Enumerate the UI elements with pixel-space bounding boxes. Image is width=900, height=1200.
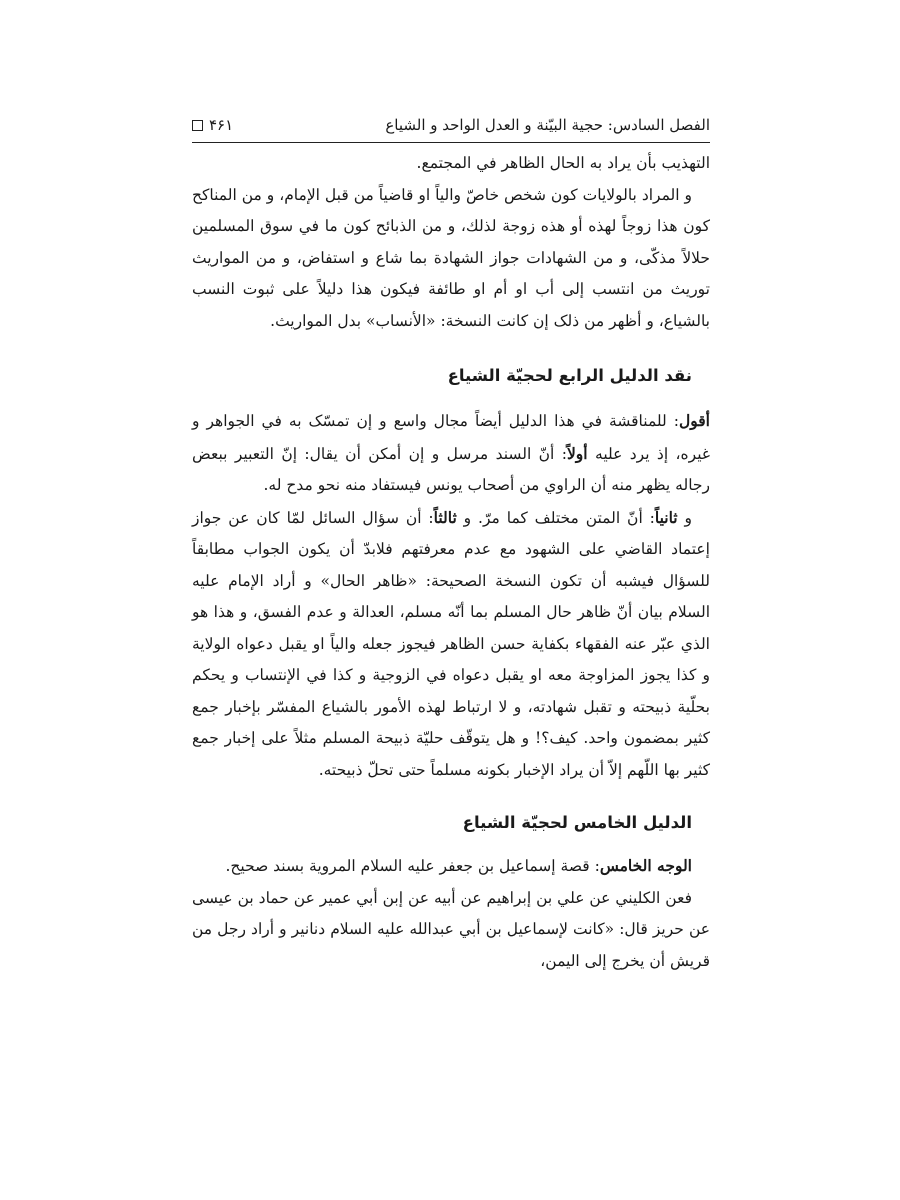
paragraph-3-lead-2: أولاً bbox=[566, 443, 588, 463]
paragraph-4-mid: : أنّ المتن مختلف كما مرّ. و bbox=[456, 508, 655, 527]
paragraph-5-text: : قصة إسماعيل بن جعفر عليه السلام المروية بسند صحيح. bbox=[225, 857, 600, 875]
page-number-text: ۴۶۱ bbox=[209, 116, 234, 134]
page-box-icon bbox=[192, 120, 203, 131]
paragraph-1: التهذيب بأن يراد به الحال الظاهر في المجتمع. bbox=[416, 154, 710, 172]
paragraph-4-rest: : أن سؤال السائل لمّا كان عن جواز إعتماد القاضي على الشهود مع عدم معرفتهم فلابدّ أن يكون الجواب مطابقاً للسؤال فيشبه أن تكون النسخة الصحيحة: «ظاهر الحال» و أراد الإمام عليه السلام بيان أنّ ظاهر حال المسلم بما أنّه مسلم، العدالة و عدم الفسق، و هذا هو الذي عبّر عنه الفقهاء بكفاية حسن الظاهر فيجوز جعله والياً او يقبل دعواه الولاية و كذا يجوز المزاوجة معه او يقبل دعواه في الزوجية و كذا في الإنتساب و يحكم بحلّية ذبيحته و تقبل شهادته، و لا ارتباط لهذه الأمور بالشياع المفسّر بإخبار جمع كثير بمضمون واحد. كيف؟! و هل يتوقّف حليّة ذبيحة المسلم مثلاً على إخبار جمع كثير بها اللّهم إلاّ أن يراد الإخبار بكونه مسلماً حتى تحلّ ذبيحته. bbox=[192, 508, 710, 779]
paragraph-4-lead-2: ثالثاً bbox=[433, 507, 457, 527]
page-number bbox=[192, 116, 233, 134]
paragraph-4-pre: و bbox=[677, 508, 692, 527]
paragraph-3-text: : للمناقشة في هذا الدليل أيضاً مجال واسع و إن تمسّک به في الجواهر و غيره، إذ يرد عليه bbox=[192, 412, 710, 463]
page-header bbox=[192, 112, 710, 143]
paragraph-6: فعن الكليني عن علي بن إبراهيم عن أبيه عن إبن أبي عمير عن حماد بن عيسى عن حريز قال: «كانت لإسماعيل بن أبي عبدالله عليه السلام دنانير و أراد رجل من قريش أن يخرج إلى اليمن، bbox=[192, 888, 710, 970]
paragraph-3 bbox=[192, 405, 710, 502]
page-body bbox=[192, 148, 710, 977]
section-heading-1: نقد الدليل الرابع لحجيّة الشياع bbox=[447, 366, 692, 385]
paragraph-4 bbox=[192, 502, 710, 787]
paragraph-5-lead: الوجه الخامس bbox=[599, 856, 692, 875]
paragraph-3-rest: : أنّ السند مرسل و إن أمكن أن يقال: إنّ التعبير ببعض رجاله يظهر منه أن الراوي من أصحاب يونس فيستفاد منه نحو مدح له. bbox=[192, 444, 710, 494]
running-header-title: الفصل السادس: حجية البيّنة و العدل الواحد و الشياع bbox=[385, 116, 710, 134]
paragraph-4-lead: ثانياً bbox=[654, 507, 678, 527]
section-heading-2: الدليل الخامس لحجيّة الشياع bbox=[462, 813, 692, 832]
paragraph-5 bbox=[192, 850, 710, 883]
paragraph-3-lead: أقول bbox=[679, 411, 710, 430]
paragraph-2: و المراد بالولايات كون شخص خاصّ والياً او قاضياً من قبل الإمام، و من المناكح كون هذا زوجاً لهذه أو هذه زوجة لذلك، و من الذبائح كون ما في سوق المسلمين حلالاً مذكّى، و من الشهادات جواز الشهادة بما شاع و استفاض، و من المواريث توريث من انتسب إلى أب او أم او طائفة فيكون هذا دليلاً على ثبوت النسب بالشياع، و أظهر من ذلک إن كانت النسخة: «الأنساب» بدل المواريث. bbox=[192, 185, 710, 330]
